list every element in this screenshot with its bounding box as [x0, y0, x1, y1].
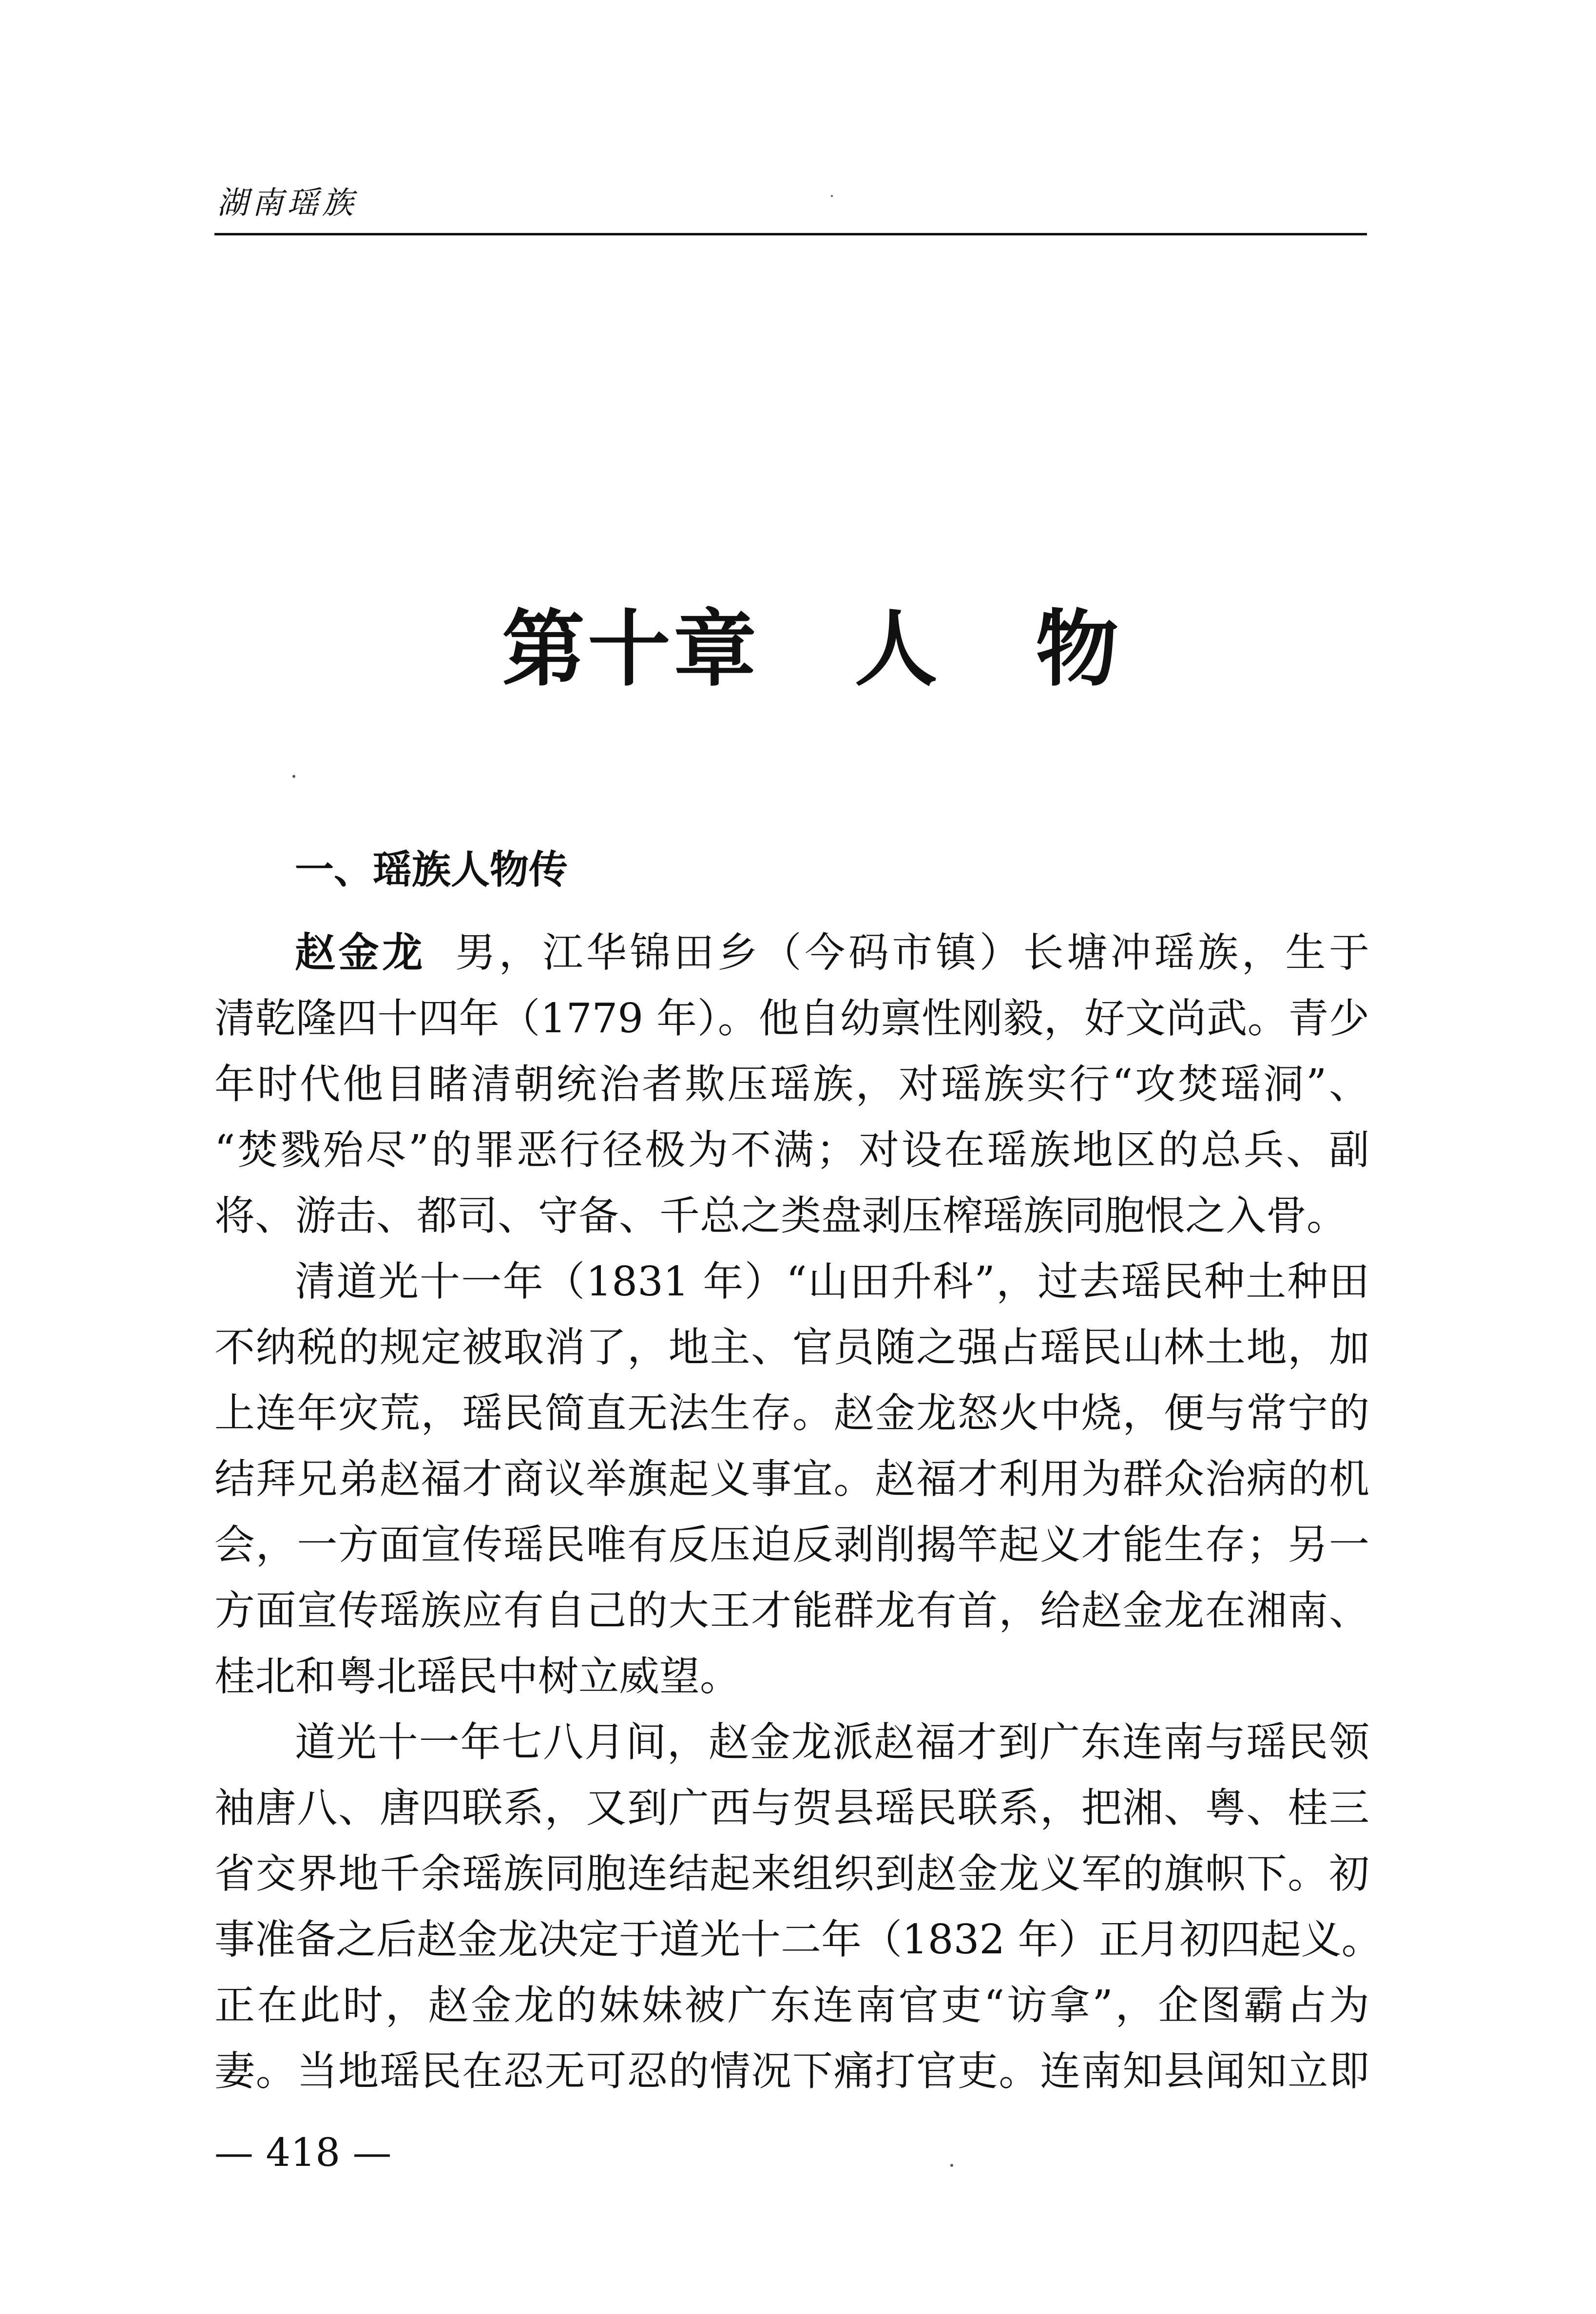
text-line: 正在此时，赵金龙的妹妹被广东连南官吏“访拿”，企图霸占为	[214, 1982, 1369, 2029]
scan-speck	[950, 2164, 953, 2167]
text-line: “焚戮殆尽”的罪恶行径极为不满；对设在瑶族地区的总兵、副	[214, 1126, 1369, 1174]
text-line: 清道光十一年（1831 年）“山田升科”，过去瑶民种土种田	[295, 1258, 1369, 1305]
text-line: 结拜兄弟赵福才商议举旗起义事宜。赵福才利用为群众治病的机	[214, 1455, 1369, 1503]
scan-speck	[831, 195, 833, 197]
page-number: — 418 —	[214, 2130, 392, 2175]
text-line: 年时代他目睹清朝统治者欺压瑶族，对瑶族实行“攻焚瑶洞”、	[214, 1061, 1369, 1108]
text-line: 方面宣传瑶族应有自己的大王才能群龙有首，给赵金龙在湘南、	[214, 1587, 1369, 1634]
text-line: 将、游击、都司、守备、千总之类盘剥压榨瑶族同胞恨之入骨。	[214, 1192, 1347, 1239]
chapter-title: 第十章 人 物	[502, 600, 1122, 698]
text-line: 上连年灾荒，瑶民简直无法生存。赵金龙怒火中烧，便与常宁的	[214, 1389, 1369, 1437]
header-rule	[214, 233, 1367, 235]
text-line: 妻。当地瑶民在忍无可忍的情况下痛打官吏。连南知县闻知立即	[214, 2047, 1369, 2095]
text-line: 省交界地千余瑶族同胞连结起来组织到赵金龙义军的旗帜下。初	[214, 1850, 1369, 1897]
paragraph-1-line-1	[295, 928, 1369, 977]
section-heading: 一、瑶族人物传	[295, 847, 568, 892]
scan-speck	[292, 775, 295, 778]
text-line: 事准备之后赵金龙决定于道光十二年（1832 年）正月初四起义。	[214, 1916, 1382, 1963]
text-line: 不纳税的规定被取消了，地主、官员随之强占瑶民山林土地，加	[214, 1324, 1369, 1371]
text-line: 男，江华锦田乡（今码市镇）长塘冲瑶族，生于	[455, 929, 1370, 976]
text-line: 桂北和粤北瑶民中树立威望。	[214, 1653, 740, 1700]
running-header: 湖南瑶族	[217, 185, 357, 221]
text-line: 会，一方面宣传瑶民唯有反压迫反剥削揭竿起义才能生存；另一	[214, 1521, 1369, 1568]
text-line: 道光十一年七八月间，赵金龙派赵福才到广东连南与瑶民领	[295, 1718, 1369, 1766]
person-name: 赵金龙	[295, 929, 426, 976]
text-line: 袖唐八、唐四联系，又到广西与贺县瑶民联系，把湘、粤、桂三	[214, 1784, 1369, 1832]
text-line: 清乾隆四十四年（1779 年）。他自幼禀性刚毅，好文尚武。青少	[214, 995, 1369, 1042]
